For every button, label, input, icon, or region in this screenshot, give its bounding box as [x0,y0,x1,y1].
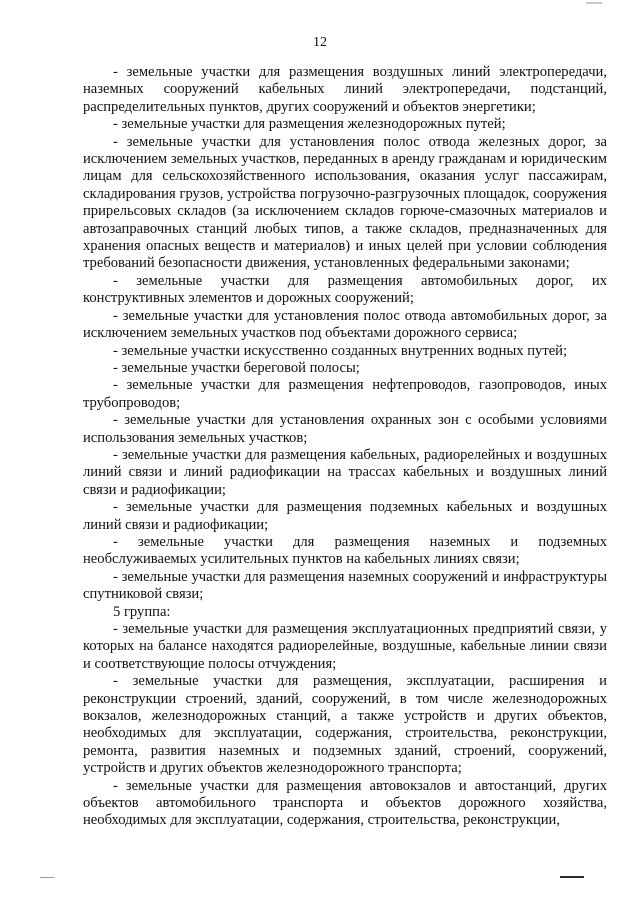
scan-artifact-bottom-right [560,876,584,878]
paragraph: - земельные участки для размещения кабельных, радиорелейных и воздушных линий связи и линий радиофикации на трассах кабельных и воздушных линий связи и радиофикации; [83,446,607,498]
scan-artifact-top [586,2,602,4]
paragraph: - земельные участки для размещения наземных сооружений и инфраструктуры спутниковой связи; [83,568,607,603]
paragraph: - земельные участки для размещения наземных и подземных необслуживаемых усилительных пунктов на кабельных линиях связи; [83,533,607,568]
paragraph: - земельные участки для размещения нефтепроводов, газопроводов, иных трубопроводов; [83,377,607,411]
paragraph: - земельные участки для размещения подземных кабельных и воздушных линий связи и радиофикации; [83,499,607,533]
paragraph: - земельные участки для установления полос отвода автомобильных дорог, за исключением земельных участков под объектами дорожного сервиса; [83,307,607,342]
paragraph: - земельные участки для размещения железнодорожных путей; [113,116,506,133]
paragraph: - земельные участки для размещения автомобильных дорог, их конструктивных элементов и дорожных сооружений; [83,272,607,307]
page-number: 12 [313,35,327,50]
paragraph: - земельные участки береговой полосы; [113,359,360,376]
paragraph: - земельные участки искусственно созданных внутренних водных путей; [113,342,568,359]
document-body [83,64,607,830]
paragraph: - земельные участки для размещения эксплуатационных предприятий связи, у которых на балансе находятся радиорелейные, воздушные, кабельные линии связи и соответствующие полосы отчуждения; [83,621,607,672]
paragraph: - земельные участки для размещения, эксплуатации, расширения и реконструкции строений, зданий, сооружений, в том числе железнодорожных вокзалов, железнодорожных станций, а также устройств и других объектов, необходимых для эксплуатации, содержания, строительства, реконструкции, ремонта, развития наземных и подземных зданий, строений, сооружений, устройств и других объектов железнодорожного транспорта; [83,673,607,777]
paragraph: - земельные участки для размещения автовокзалов и автостанций, других объектов автомобильного транспорта и объектов дорожного хозяйства, необходимых для эксплуатации, содержания, строительства, реконструкции, [83,777,607,829]
paragraph: - земельные участки для установления охранных зон с особыми условиями использования земельных участков; [83,412,607,446]
paragraph: - земельные участки для установления полос отвода железных дорог, за исключением земельных участков, переданных в аренду гражданам и юридическим лицам для сельскохозяйственного использования, оказания услуг пассажирам, складирования грузов, устройства погрузочно-разгрузочных площадок, сооружения прирельсовых складов (за исключением складов горюче-смазочных материалов и автозаправочных станций любых типов, а также складов, предназначенных для хранения опасных веществ и материалов) и иных целей при условии соблюдения требований безопасности движения, установленных федеральными законами; [83,133,607,272]
paragraph: - земельные участки для размещения воздушных линий электропередачи, наземных сооружений кабельных линий электропередачи, подстанций, распределительных пунктов, других сооружений и объектов энергетики; [83,64,607,115]
section-heading: 5 группа: [113,603,171,620]
scan-artifact-bottom-left [40,877,54,878]
